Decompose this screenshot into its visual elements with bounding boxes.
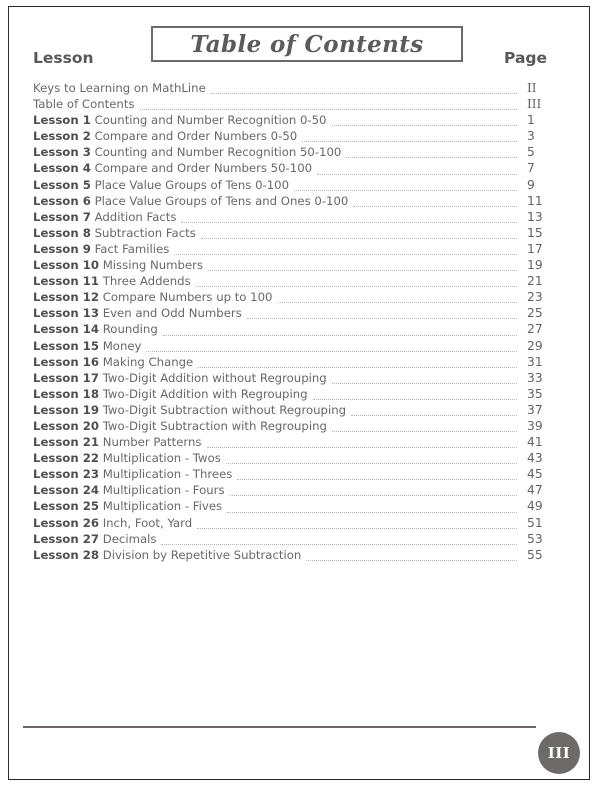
dot-leader bbox=[197, 528, 517, 529]
toc-entry-page-number: 51 bbox=[527, 515, 543, 530]
dot-leader bbox=[353, 206, 517, 207]
dot-leader bbox=[332, 125, 518, 126]
dot-leader bbox=[198, 367, 517, 368]
toc-entry[interactable] bbox=[33, 194, 567, 210]
toc-entry[interactable] bbox=[33, 145, 567, 161]
dot-leader bbox=[306, 560, 517, 561]
dot-leader bbox=[161, 544, 517, 545]
toc-entry-label: Lesson 13 bbox=[33, 306, 99, 321]
toc-entry[interactable] bbox=[33, 483, 567, 499]
toc-entry-page-number: 41 bbox=[527, 435, 543, 450]
dot-leader bbox=[351, 415, 517, 416]
toc-entry-page-number: 43 bbox=[527, 451, 543, 466]
toc-entry-label: Lesson 21 bbox=[33, 435, 99, 450]
toc-entry-label: Lesson 3 bbox=[33, 145, 91, 160]
toc-entry-title: Compare Numbers up to 100 bbox=[102, 290, 273, 305]
toc-entry-label: Lesson 1 bbox=[33, 113, 91, 128]
toc-entry[interactable] bbox=[33, 467, 567, 483]
toc-entry[interactable] bbox=[33, 161, 567, 177]
toc-entry-text bbox=[33, 387, 308, 401]
dot-leader bbox=[237, 479, 517, 480]
dot-leader bbox=[181, 222, 517, 223]
column-header-page: Page bbox=[504, 49, 548, 67]
toc-entry-text bbox=[33, 97, 135, 111]
toc-entry-label: Lesson 4 bbox=[33, 161, 91, 176]
toc-entry-page-number: 25 bbox=[527, 306, 543, 321]
toc-entry-page-number: 15 bbox=[527, 225, 543, 240]
toc-entry[interactable] bbox=[33, 113, 567, 129]
toc-entry-title: Two-Digit Subtraction without Regrouping bbox=[102, 402, 347, 417]
toc-entry-text bbox=[33, 322, 158, 336]
toc-entry[interactable] bbox=[33, 355, 567, 371]
toc-entry-page-number: 9 bbox=[527, 177, 535, 192]
dot-leader bbox=[163, 335, 517, 336]
toc-entry-text bbox=[33, 532, 156, 546]
toc-entry-title: Decimals bbox=[102, 531, 157, 546]
toc-entry-page-number: 45 bbox=[527, 467, 543, 482]
dot-leader bbox=[302, 141, 517, 142]
toc-entry-text bbox=[33, 81, 206, 95]
toc-entry-title: Compare and Order Numbers 0-50 bbox=[94, 129, 298, 144]
toc-entry-title: Division by Repetitive Subtraction bbox=[102, 547, 302, 562]
dot-leader bbox=[278, 302, 518, 303]
dot-leader bbox=[227, 512, 517, 513]
toc-entry-title: Compare and Order Numbers 50-100 bbox=[94, 161, 313, 176]
toc-entry-title: Place Value Groups of Tens 0-100 bbox=[94, 177, 290, 192]
toc-entry-text bbox=[33, 178, 289, 192]
toc-entry-title: Three Addends bbox=[102, 274, 191, 289]
toc-entry-page-number: 21 bbox=[527, 274, 543, 289]
toc-entry-page-number: 11 bbox=[527, 193, 543, 208]
toc-entry[interactable] bbox=[33, 435, 567, 451]
toc-entry-label: Lesson 14 bbox=[33, 322, 99, 337]
toc-entry[interactable] bbox=[33, 290, 567, 306]
dot-leader bbox=[317, 174, 517, 175]
toc-entry-title: Table of Contents bbox=[33, 97, 135, 112]
toc-entry-label: Lesson 11 bbox=[33, 274, 99, 289]
toc-entry[interactable] bbox=[33, 306, 567, 322]
toc-entry-text bbox=[33, 355, 193, 369]
toc-entry-title: Money bbox=[102, 338, 142, 353]
toc-entry-page-number: 3 bbox=[527, 129, 535, 144]
toc-entry-label: Lesson 10 bbox=[33, 258, 99, 273]
toc-entry-title: Two-Digit Addition with Regrouping bbox=[102, 386, 308, 401]
toc-entry-page-number: 17 bbox=[527, 241, 543, 256]
toc-entry-title: Keys to Learning on MathLine bbox=[33, 81, 206, 95]
dot-leader bbox=[207, 447, 517, 448]
toc-entry-label: Lesson 26 bbox=[33, 515, 99, 530]
toc-entry-text bbox=[33, 226, 196, 240]
toc-entry-page-number: III bbox=[527, 97, 542, 112]
toc-entry-page-number: 29 bbox=[527, 338, 543, 353]
toc-entry-text bbox=[33, 306, 242, 320]
toc-entry[interactable] bbox=[33, 210, 567, 226]
toc-entry[interactable] bbox=[33, 129, 567, 145]
toc-entry[interactable] bbox=[33, 387, 567, 403]
toc-entry[interactable] bbox=[33, 178, 567, 194]
toc-entry[interactable] bbox=[33, 516, 567, 532]
toc-entry-page-number: 13 bbox=[527, 209, 543, 224]
dot-leader bbox=[211, 93, 517, 94]
toc-entry-label: Lesson 20 bbox=[33, 418, 99, 433]
toc-entry-text bbox=[33, 129, 297, 143]
toc-entry-text bbox=[33, 339, 141, 353]
toc-entry-text bbox=[33, 290, 273, 304]
toc-entry[interactable] bbox=[33, 451, 567, 467]
folio-badge bbox=[538, 732, 580, 774]
toc-entry-text bbox=[33, 435, 202, 449]
toc-entry[interactable] bbox=[33, 499, 567, 515]
toc-entry-title: Subtraction Facts bbox=[94, 225, 196, 240]
toc-entry-label: Lesson 2 bbox=[33, 129, 91, 144]
toc-entry-label: Lesson 22 bbox=[33, 451, 99, 466]
toc-entry-title: Two-Digit Addition without Regrouping bbox=[102, 370, 327, 385]
dot-leader bbox=[208, 270, 517, 271]
toc-entry-page-number: II bbox=[527, 81, 537, 95]
toc-entry[interactable] bbox=[33, 274, 567, 290]
toc-entry-label: Lesson 6 bbox=[33, 193, 91, 208]
toc-entry-label: Lesson 19 bbox=[33, 402, 99, 417]
toc-entry[interactable] bbox=[33, 371, 567, 387]
toc-entry-text bbox=[33, 516, 192, 530]
toc-entry-title: Multiplication - Fours bbox=[102, 483, 225, 498]
toc-entry-text bbox=[33, 451, 221, 465]
toc-entry-page-number: 1 bbox=[527, 113, 535, 128]
toc-entry-text bbox=[33, 145, 341, 159]
toc-entry-page-number: 47 bbox=[527, 483, 543, 498]
toc-entry-text bbox=[33, 403, 346, 417]
toc-entry[interactable] bbox=[33, 322, 567, 338]
toc-entry[interactable] bbox=[33, 226, 567, 242]
dot-leader bbox=[196, 286, 517, 287]
toc-entry-title: Rounding bbox=[102, 322, 158, 337]
toc-entry-text bbox=[33, 419, 327, 433]
toc-entry-page-number: 27 bbox=[527, 322, 543, 337]
toc-entry-page-number: 49 bbox=[527, 499, 543, 514]
toc-entry-text bbox=[33, 113, 327, 127]
toc-entry-page-number: 37 bbox=[527, 402, 543, 417]
toc-entry-page-number: 19 bbox=[527, 258, 543, 273]
toc-entry-title: Counting and Number Recognition 0-50 bbox=[94, 113, 327, 128]
toc-entry-title: Addition Facts bbox=[94, 209, 177, 224]
dot-leader bbox=[313, 399, 517, 400]
toc-entry-text bbox=[33, 258, 203, 272]
toc-entry-title: Inch, Foot, Yard bbox=[102, 515, 193, 530]
toc-entry-page-number: 5 bbox=[527, 145, 535, 160]
toc-entry-page-number: 31 bbox=[527, 354, 543, 369]
toc-entry-title: Place Value Groups of Tens and Ones 0-100 bbox=[94, 193, 349, 208]
dot-leader bbox=[230, 495, 517, 496]
toc-entry-text bbox=[33, 371, 327, 385]
toc-entry-title: Missing Numbers bbox=[102, 258, 204, 273]
toc-entry-title: Making Change bbox=[102, 354, 194, 369]
dot-leader bbox=[332, 431, 517, 432]
toc-entry-label: Lesson 9 bbox=[33, 241, 91, 256]
toc-entry-text bbox=[33, 210, 176, 224]
toc-entry-text bbox=[33, 483, 225, 497]
column-header-lesson: Lesson bbox=[33, 49, 94, 67]
title-box bbox=[151, 26, 463, 62]
toc-entry-text bbox=[33, 499, 222, 513]
toc-entry-label: Lesson 23 bbox=[33, 467, 99, 482]
toc-entry[interactable] bbox=[33, 258, 567, 274]
dot-leader bbox=[201, 238, 517, 239]
footer-rule bbox=[23, 726, 536, 728]
toc-entry-label: Lesson 24 bbox=[33, 483, 99, 498]
toc-entry-title: Fact Families bbox=[94, 241, 170, 256]
toc-entry-label: Lesson 12 bbox=[33, 290, 99, 305]
toc-entry[interactable] bbox=[33, 242, 567, 258]
toc-entry-title: Counting and Number Recognition 50-100 bbox=[94, 145, 342, 160]
toc-entry-label: Lesson 7 bbox=[33, 209, 91, 224]
page-sheet bbox=[8, 6, 590, 780]
toc-entry-text bbox=[33, 194, 348, 208]
toc-entry-text bbox=[33, 274, 191, 288]
toc-entry-text bbox=[33, 242, 169, 256]
toc-entry-page-number: 35 bbox=[527, 386, 543, 401]
toc-entry-label: Lesson 5 bbox=[33, 177, 91, 192]
dot-leader bbox=[332, 383, 517, 384]
toc-entry-label: Lesson 25 bbox=[33, 499, 99, 514]
toc-entry-text bbox=[33, 467, 232, 481]
toc-entry-label: Lesson 8 bbox=[33, 225, 91, 240]
toc-entry-label: Lesson 16 bbox=[33, 354, 99, 369]
dot-leader bbox=[226, 463, 517, 464]
toc-entry[interactable] bbox=[33, 548, 567, 564]
toc-entry-page-number: 7 bbox=[527, 161, 535, 176]
dot-leader bbox=[174, 254, 517, 255]
toc-entry[interactable] bbox=[33, 339, 567, 355]
toc-entry-label: Lesson 17 bbox=[33, 370, 99, 385]
dot-leader bbox=[346, 157, 517, 158]
toc-entry-page-number: 33 bbox=[527, 370, 543, 385]
toc-entry-title: Two-Digit Subtraction with Regrouping bbox=[102, 418, 327, 433]
toc-entry-label: Lesson 15 bbox=[33, 338, 99, 353]
toc-entry-label: Lesson 18 bbox=[33, 386, 99, 401]
dot-leader bbox=[140, 109, 518, 110]
toc-entry-page-number: 55 bbox=[527, 547, 543, 562]
toc-entry-page-number: 39 bbox=[527, 418, 543, 433]
toc-entry-page-number: 53 bbox=[527, 531, 543, 546]
toc-entry[interactable] bbox=[33, 97, 567, 113]
page-header bbox=[9, 7, 589, 73]
toc-entry-text bbox=[33, 548, 301, 562]
page-title: Table of Contents bbox=[190, 30, 424, 58]
toc-entry-text bbox=[33, 161, 312, 175]
dot-leader bbox=[247, 318, 517, 319]
dot-leader bbox=[294, 190, 517, 191]
toc-entry[interactable] bbox=[33, 532, 567, 548]
toc-entry[interactable] bbox=[33, 403, 567, 419]
toc-entry-label: Lesson 28 bbox=[33, 547, 99, 562]
toc-entry-title: Number Patterns bbox=[102, 435, 202, 450]
toc-entry-title: Multiplication - Twos bbox=[102, 451, 221, 466]
toc-entry[interactable] bbox=[33, 81, 567, 97]
toc-entry-label: Lesson 27 bbox=[33, 531, 99, 546]
toc-entry-title: Even and Odd Numbers bbox=[102, 306, 242, 321]
dot-leader bbox=[146, 351, 517, 352]
toc-entry-title: Multiplication - Fives bbox=[102, 499, 223, 514]
folio-number: III bbox=[547, 744, 571, 762]
toc-entry-title: Multiplication - Threes bbox=[102, 467, 233, 482]
toc-entry-page-number: 23 bbox=[527, 290, 543, 305]
toc-entry[interactable] bbox=[33, 419, 567, 435]
table-of-contents-list bbox=[33, 81, 567, 564]
